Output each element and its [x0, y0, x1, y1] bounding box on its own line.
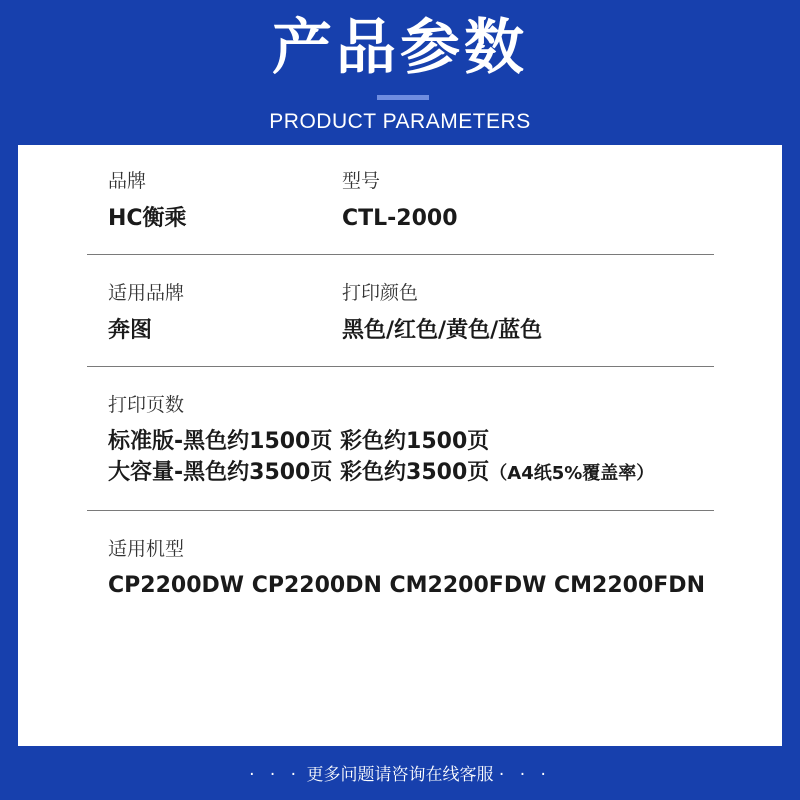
page-yield-high-capacity-main: 大容量-黑色约3500页 彩色约3500页 [108, 460, 490, 485]
footer-dots-left: · · · [249, 765, 302, 785]
compatible-models-label: 适用机型 [108, 538, 185, 560]
page-yield-high-capacity [108, 458, 654, 489]
print-color-label: 打印颜色 [342, 282, 419, 304]
page-yield-label: 打印页数 [108, 394, 185, 416]
page-subtitle: PRODUCT PARAMETERS [269, 110, 531, 133]
compatible-brand-label: 适用品牌 [108, 282, 185, 304]
print-color-value: 黑色/红色/黄色/蓝色 [342, 318, 543, 343]
coverage-note: （A4纸5%覆盖率） [489, 463, 655, 484]
compatible-models-value: CP2200DW CP2200DN CM2200FDW CM2200FDN [108, 573, 705, 598]
footer [0, 760, 800, 790]
divider [87, 510, 714, 511]
brand-value: HC衡乘 [108, 206, 187, 231]
brand-label: 品牌 [108, 170, 147, 192]
page-title: 产品参数 [272, 13, 528, 83]
footer-dots-right: · · · [498, 765, 551, 785]
divider [87, 366, 714, 367]
model-value: CTL-2000 [342, 206, 458, 231]
header [0, 0, 800, 145]
divider [87, 254, 714, 255]
compatible-brand-value: 奔图 [108, 318, 153, 343]
parameters-card [18, 145, 782, 746]
model-label: 型号 [342, 170, 381, 192]
page-yield-standard: 标准版-黑色约1500页 彩色约1500页 [108, 429, 490, 454]
title-underline [377, 95, 429, 100]
footer-text: 更多问题请咨询在线客服 [306, 765, 494, 785]
